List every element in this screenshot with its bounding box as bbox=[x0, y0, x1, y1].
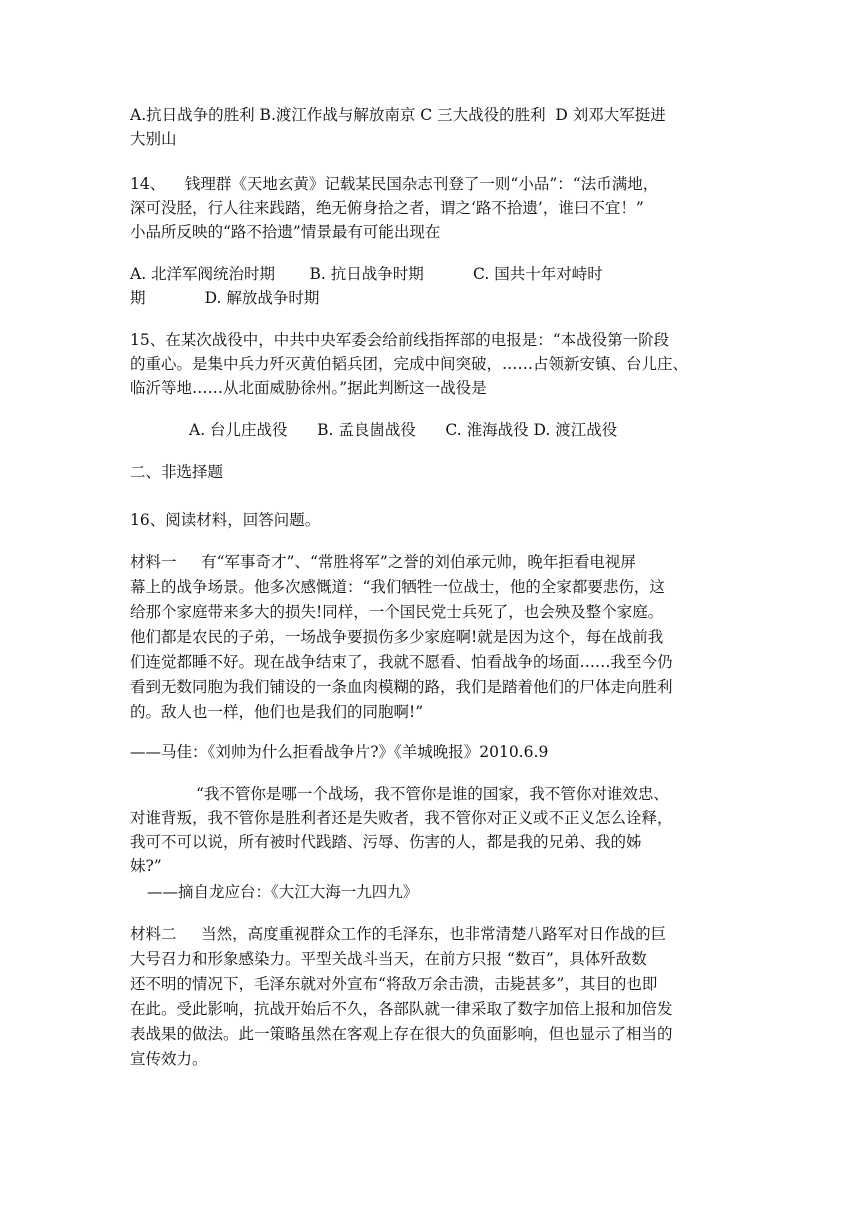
quote-line: 妹?” bbox=[130, 857, 162, 875]
material2-line: 在此。受此影响，抗战开始后不久，各部队就一律采取了数字加倍上报和加倍发 bbox=[130, 1000, 673, 1018]
q15-options: A. 台儿庄战役 B. 孟良崮战役 C. 淮海战役 D. 渡江战役 bbox=[189, 421, 618, 439]
quote-line: “我不管你是哪一个战场，我不管你是谁的国家，我不管你对谁效忠、 bbox=[196, 785, 669, 803]
q15-line3: 临沂等地……从北面威胁徐州。”据此判断这一战役是 bbox=[130, 379, 487, 397]
material1-line: 的。敌人也一样，他们也是我们的同胞啊!” bbox=[130, 703, 424, 721]
q13-options-line2: 大别山 bbox=[130, 130, 177, 148]
material1-line: 看到无数同胞为我们铺设的一条血肉模糊的路，我们是踏着他们的尸体走向胜利 bbox=[130, 678, 673, 696]
material2-line: 大号召力和形象感染力。平型关战斗当天，在前方只报 “数百”，具体歼敌数 bbox=[130, 950, 647, 968]
material1-line: 们连觉都睡不好。现在战争结束了，我就不愿看、怕看战争的场面……我至今仍 bbox=[130, 653, 673, 671]
material1-line: 给那个家庭带来多大的损失!同样，一个国民党士兵死了，也会殃及整个家庭。 bbox=[130, 603, 664, 621]
q14-line1: 14、 钱理群《天地玄黄》记载某民国杂志刊登了一则“小品”：“法币满地， bbox=[130, 175, 659, 193]
material2-line: 材料二 当然，高度重视群众工作的毛泽东，也非常清楚八路军对日作战的巨 bbox=[130, 925, 667, 943]
q14-line2: 深可没胫，行人往来践踏，绝无俯身拾之者，谓之‘路不拾遗’，谁曰不宜！” bbox=[130, 199, 644, 217]
q15-line2: 的重心。是集中兵力歼灭黄伯韬兵团，完成中间突破，……占领新安镇、台儿庄、 bbox=[130, 355, 689, 373]
section2-title: 二、非选择题 bbox=[130, 463, 224, 481]
material1-line: 材料一 有“军事奇才”、“常胜将军”之誉的刘伯承元帅，晚年拒看电视屏 bbox=[130, 553, 636, 571]
material1-line: 他们都是农民的子弟，一场战争要损伤多少家庭啊!就是因为这个，每在战前我 bbox=[130, 628, 664, 646]
q16-title: 16、阅读材料，回答问题。 bbox=[130, 511, 321, 529]
q14-line3: 小品所反映的“路不拾遗”情景最有可能出现在 bbox=[130, 223, 441, 241]
quote-line: 对谁背叛，我不管你是胜利者还是失败者，我不管你对正义或不正义怎么诠释， bbox=[130, 809, 673, 827]
q14-options-line2: 期 D. 解放战争时期 bbox=[130, 289, 320, 307]
q14-options-line1: A. 北洋军阀统治时期 B. 抗日战争时期 C. 国共十年对峙时 bbox=[130, 265, 603, 283]
material2-line: 宣传效力。 bbox=[130, 1050, 208, 1068]
q15-line1: 15、在某次战役中，中共中央军委会给前线指挥部的电报是：“本战役第一阶段 bbox=[130, 331, 670, 349]
material2-line: 表战果的做法。此一策略虽然在客观上存在很大的负面影响，但也显示了相当的 bbox=[130, 1025, 673, 1043]
material2-line: 还不明的情况下，毛泽东就对外宣布“将敌万余击溃，击毙甚多”，其目的也即 bbox=[130, 975, 658, 993]
material1-source: ——马佳：《刘帅为什么拒看战争片?》《羊城晚报》2010.6.9 bbox=[130, 743, 549, 761]
quote-line: 我可不可以说，所有被时代践踏、污辱、伤害的人，都是我的兄弟、我的姊 bbox=[130, 833, 642, 851]
q13-options-line1: A.抗日战争的胜利 B.渡江作战与解放南京 C 三大战役的胜利 D 刘邓大军挺进 bbox=[130, 106, 666, 124]
material1-line: 幕上的战争场景。他多次感慨道：“我们牺牲一位战士，他的全家都要悲伤，这 bbox=[130, 578, 665, 596]
quote-source: ——摘自龙应台：《大江大海一九四九》 bbox=[147, 883, 419, 901]
